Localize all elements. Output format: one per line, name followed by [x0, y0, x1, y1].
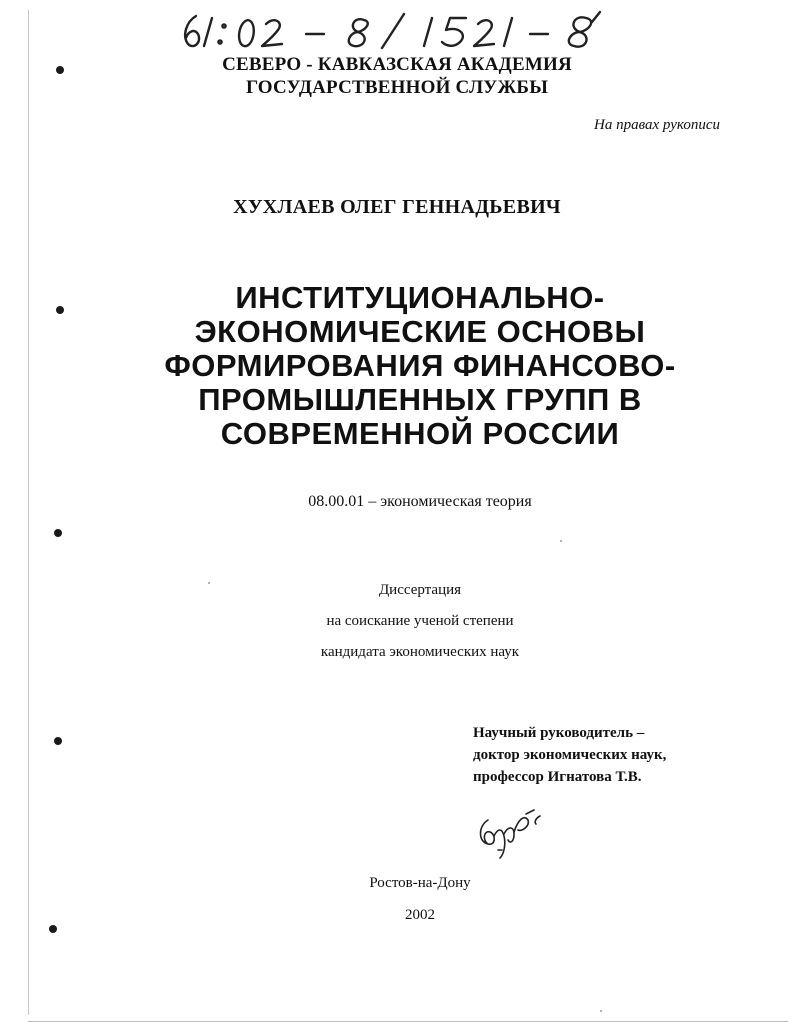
- scan-speck: [600, 1010, 602, 1012]
- rights-note: На правах рукописи: [594, 117, 720, 133]
- institution-line-1: СЕВЕРО - КАВКАЗСКАЯ АКАДЕМИЯ: [222, 54, 572, 75]
- supervisor-block: [473, 722, 773, 788]
- dissertation-line-2: на соискание ученой степени: [326, 613, 514, 629]
- scan-speck: [560, 540, 562, 542]
- supervisor-line-3: профессор Игнатова Т.В.: [473, 769, 642, 785]
- punch-hole-mark: [49, 925, 57, 933]
- supervisor-line-2: доктор экономических наук,: [473, 747, 667, 763]
- title-line-5: СОВРЕМЕННОЙ РОССИИ: [220, 416, 620, 451]
- supervisor-line-1: Научный руководитель –: [473, 725, 645, 741]
- handwritten-signature: [474, 806, 554, 862]
- title-line-1: ИНСТИТУЦИОНАЛЬНО-: [235, 280, 605, 315]
- title-line-3: ФОРМИРОВАНИЯ ФИНАНСОВО-: [164, 348, 676, 383]
- dissertation-line-1: Диссертация: [378, 582, 462, 598]
- punch-hole-mark: [56, 306, 64, 314]
- city: Ростов-на-Дону: [369, 875, 471, 891]
- dissertation-title: [150, 281, 690, 451]
- dissertation-line-3: кандидата экономических наук: [320, 644, 520, 660]
- punch-hole-mark: [54, 529, 62, 537]
- title-line-2: ЭКОНОМИЧЕСКИЕ ОСНОВЫ: [194, 314, 646, 349]
- punch-hole-mark: [54, 737, 62, 745]
- year: 2002: [405, 907, 435, 923]
- scan-speck: [208, 582, 210, 584]
- scan-edge-left: [28, 10, 29, 1015]
- specialty-code: 08.00.01 – экономическая теория: [308, 493, 532, 510]
- handwritten-archive-code: [178, 8, 628, 52]
- dissertation-type: [220, 575, 620, 668]
- scan-edge-bottom: [28, 1021, 788, 1022]
- institution-line-2: ГОСУДАРСТВЕННОЙ СЛУЖБЫ: [245, 77, 549, 98]
- author-name: ХУХЛАЕВ ОЛЕГ ГЕННАДЬЕВИЧ: [233, 196, 561, 218]
- title-line-4: ПРОМЫШЛЕННЫХ ГРУПП В: [198, 382, 642, 417]
- institution-name: [0, 53, 794, 99]
